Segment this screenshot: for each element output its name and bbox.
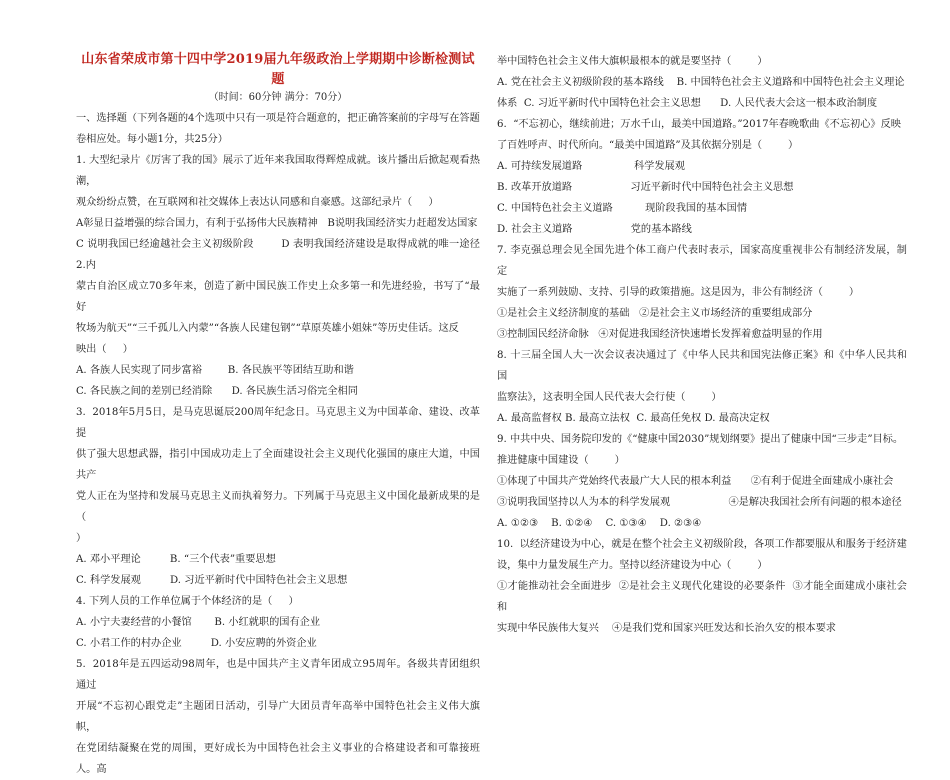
text-line: A. 各族人民实现了同步富裕 B. 各民族平等团结互助和谐 (76, 365, 354, 376)
text-line: ①体现了中国共产党始终代表最广大人民的根本利益 ②有利于促进全面建成小康社会 (497, 476, 894, 487)
text-line: 10. 以经济建设为中心，就是在整个社会主义初级阶段，各项工作都要服从和服务于经济建 (497, 539, 907, 550)
text-line: 实施了一系列鼓励、支持、引导的政策措施。这是因为，非公有制经济（ ） (497, 287, 860, 298)
text-line: 4. 下列人员的工作单位属于个体经济的是（ ） (76, 596, 299, 607)
text-line: 监察法》，这表明全国人民代表大会行使（ ） (497, 392, 722, 403)
text-line: 卷相应处。每小题1分，共25分） (76, 134, 228, 145)
text-line: 供了强大思想武器，指引中国成功走上了全面建设社会主义现代化强国的康庄大道，中国共产 (76, 449, 480, 481)
text-line: ①是社会主义经济制度的基础 ②是社会主义市场经济的重要组成部分 (497, 308, 813, 319)
text-line: 设，集中力量发展生产力。坚持以经济建设为中心（ ） (497, 560, 768, 571)
text-line: A. 党在社会主义初级阶段的基本路线 B. 中国特色社会主义道路和中国特色社会主义理论 (497, 77, 905, 88)
text-line: B. 改革开放道路 习近平新时代中国特色社会主义思想 (497, 182, 794, 193)
text-line: 观众纷纷点赞，在互联网和社交媒体上表达认同感和自豪感。这部纪录片（ ） (76, 197, 439, 208)
document-title: 山东省荣成市第十四中学2019届九年级政治上学期期中诊断检测试题 (81, 52, 475, 87)
text-line: 1. 大型纪录片《厉害了我的国》展示了近年来我国取得辉煌成就。该片播出后掀起观看热潮， (76, 155, 480, 187)
text-line: 3. 2018年5月5日，是马克思诞辰200周年纪念日。马克思主义为中国革命、建设、改革提 (76, 407, 480, 439)
text-line: ③控制国民经济命脉 ④对促进我国经济快速增长发挥着愈益明显的作用 (497, 329, 823, 340)
text-line: 体系 C. 习近平新时代中国特色社会主义思想 D. 人民代表大会这一根本政治制度 (497, 98, 878, 109)
text-line: A. 小宁夫妻经营的小餐馆 B. 小红就职的国有企业 (76, 617, 321, 628)
text-line: 开展“不忘初心跟党走”主题团日活动，引导广大团员青年高举中国特色社会主义伟大旗帜， (76, 701, 480, 733)
text-line: 5. 2018年是五四运动98周年，也是中国共产主义青年团成立95周年。各级共青团组织通过 (76, 659, 480, 691)
text-line: A彰显日益增强的综合国力，有利于弘扬伟大民族精神 B说明我国经济实力赶超发达国家 (76, 218, 478, 229)
text-line: C. 中国特色社会主义道路 现阶段我国的基本国情 (497, 203, 748, 214)
text-line: 推进健康中国建设（ ） (497, 455, 625, 466)
text-line: D. 社会主义道路 党的基本路线 (497, 224, 692, 235)
document-subtitle: （时间：60分钟 满分：70分） (208, 92, 348, 103)
text-line: ①才能推动社会全面进步 ②是社会主义现代化建设的必要条件 ③才能全面建成小康社会和 (497, 581, 907, 613)
right-column-body (497, 51, 907, 639)
text-line: A. 最高监督权 B. 最高立法权 C. 最高任免权 D. 最高决定权 (497, 413, 770, 424)
text-line: 了百姓呼声、时代所向。“最美中国道路”及其依据分别是（ ） (497, 140, 799, 151)
text-line: 9. 中共中央、国务院印发的《“健康中国2030”规划纲要》提出了健康中国“三步走”目标。 (497, 434, 904, 445)
text-line: A. ①②③ B. ①②④ C. ①③④ D. ②③④ (497, 518, 702, 529)
text-line: A. 邓小平理论 B. “三个代表”重要思想 (76, 554, 276, 565)
text-line: 实现中华民族伟大复兴 ④是我们党和国家兴旺发达和长治久安的根本要求 (497, 623, 836, 634)
text-line: C. 各民族之间的差别已经消除 D. 各民族生活习俗完全相同 (76, 386, 358, 397)
text-line: C. 科学发展观 D. 习近平新时代中国特色社会主义思想 (76, 575, 348, 586)
text-line: C. 小君工作的村办企业 D. 小安应聘的外资企业 (76, 638, 317, 649)
text-line: 党人正在为坚持和发展马克思主义而执着努力。下列属于马克思主义中国化最新成果的是（ (76, 491, 480, 523)
text-line: ） (76, 533, 87, 544)
left-column-body (76, 108, 480, 780)
text-line: 6. “不忘初心，继续前进；万水千山，最美中国道路。”2017年春晚歌曲《不忘初心》反映 (497, 119, 901, 130)
text-line: C 说明我国已经逾越社会主义初级阶段 D 表明我国经济建设是取得成就的唯一途径2.内 (76, 239, 480, 271)
left-column (76, 0, 480, 780)
text-line: 在党团结凝聚在党的周围，更好成长为中国特色社会主义事业的合格建设者和可靠接班人。高 (76, 743, 480, 775)
text-line: 映出（ ） (76, 344, 133, 355)
text-line: 举中国特色社会主义伟大旗帜最根本的就是要坚持（ ） (497, 56, 768, 67)
text-line: 7. 李克强总理会见全国先进个体工商户代表时表示，国家高度重视非公有制经济发展，制定 (497, 245, 907, 277)
text-line: 蒙古自治区成立70多年来，创造了新中国民族工作史上众多第一和先进经验，书写了“最好 (76, 281, 480, 313)
text-line: 牧场为航天”“三千孤儿入内蒙”“各族人民建包钢”“草原英雄小姐妹”等历史佳话。这反 (76, 323, 459, 334)
text-line: ③说明我国坚持以人为本的科学发展观 ④是解决我国社会所有问题的根本途径 (497, 497, 902, 508)
right-column (497, 0, 907, 639)
text-line: A. 可持续发展道路 科学发展观 (497, 161, 685, 172)
text-line: 一、选择题（下列各题的4个选项中只有一项是符合题意的，把正确答案前的字母写在答题 (76, 113, 480, 124)
text-line: 8. 十三届全国人大一次会议表决通过了《中华人民共和国宪法修正案》和《中华人民共和国 (497, 350, 907, 382)
